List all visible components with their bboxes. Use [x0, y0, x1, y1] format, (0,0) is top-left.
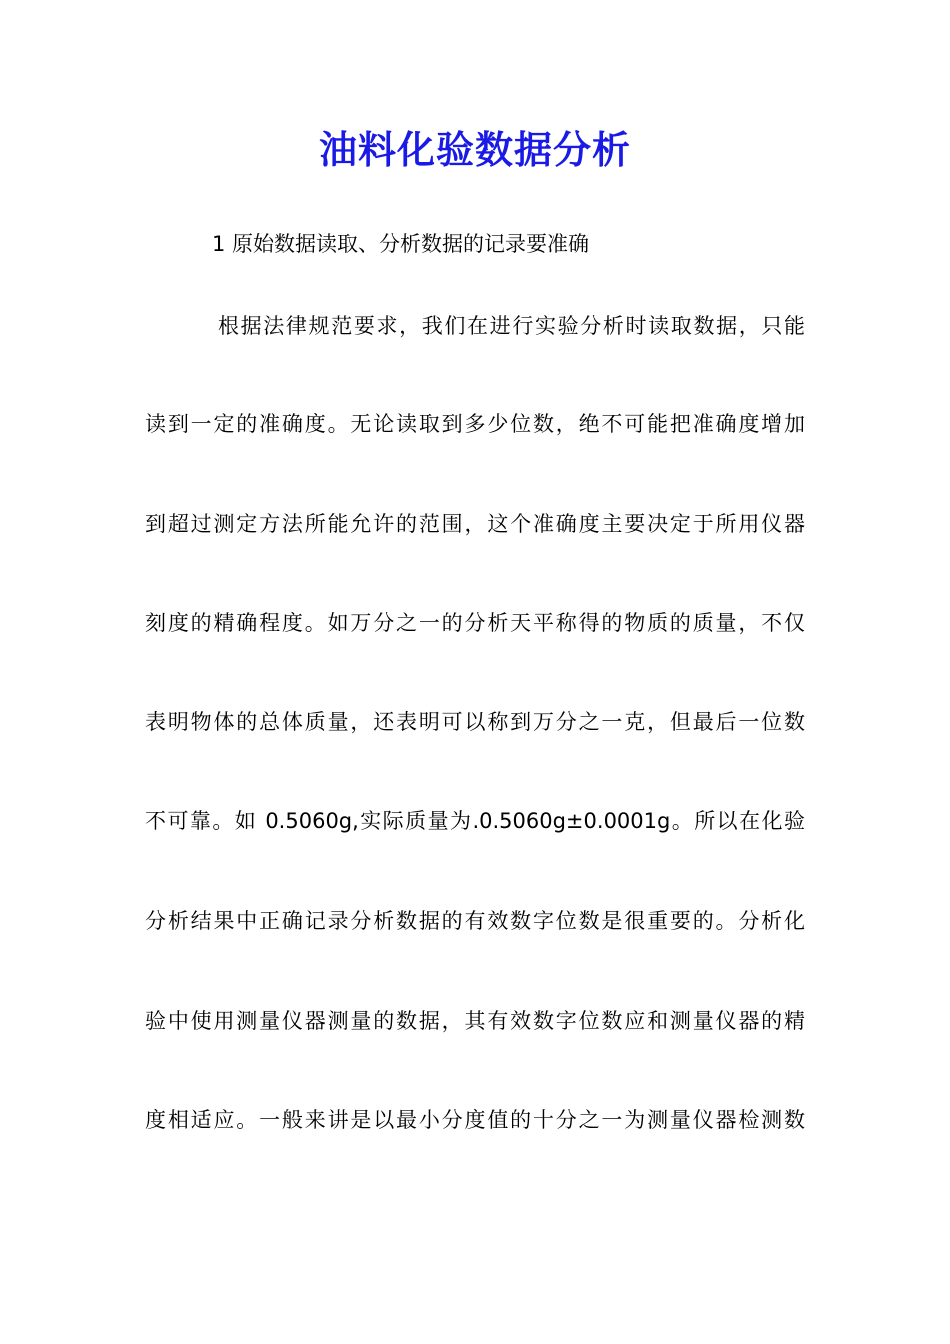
paragraph-line: 到超过测定方法所能允许的范围，这个准确度主要决定于所用仪器	[145, 512, 805, 536]
section-heading: 1 原始数据读取、分析数据的记录要准确	[212, 232, 590, 256]
paragraph-line: 度相适应。一般来讲是以最小分度值的十分之一为测量仪器检测数	[145, 1108, 805, 1132]
paragraph-line: 验中使用测量仪器测量的数据，其有效数字位数应和测量仪器的精	[145, 1009, 805, 1033]
document-title: 油料化验数据分析	[318, 128, 631, 172]
paragraph-line: 刻度的精确程度。如万分之一的分析天平称得的物质的质量，不仅	[145, 611, 805, 635]
paragraph-line: 分析结果中正确记录分析数据的有效数字位数是很重要的。分析化	[145, 909, 805, 933]
paragraph-line: 根据法律规范要求，我们在进行实验分析时读取数据，只能	[218, 314, 805, 338]
paragraph-line: 不可靠。如 0.5060g,实际质量为.0.5060g±0.0001g。所以在化验	[145, 809, 805, 833]
paragraph-line: 读到一定的准确度。无论读取到多少位数，绝不可能把准确度增加	[145, 412, 805, 436]
paragraph-line: 表明物体的总体质量，还表明可以称到万分之一克，但最后一位数	[145, 710, 805, 734]
